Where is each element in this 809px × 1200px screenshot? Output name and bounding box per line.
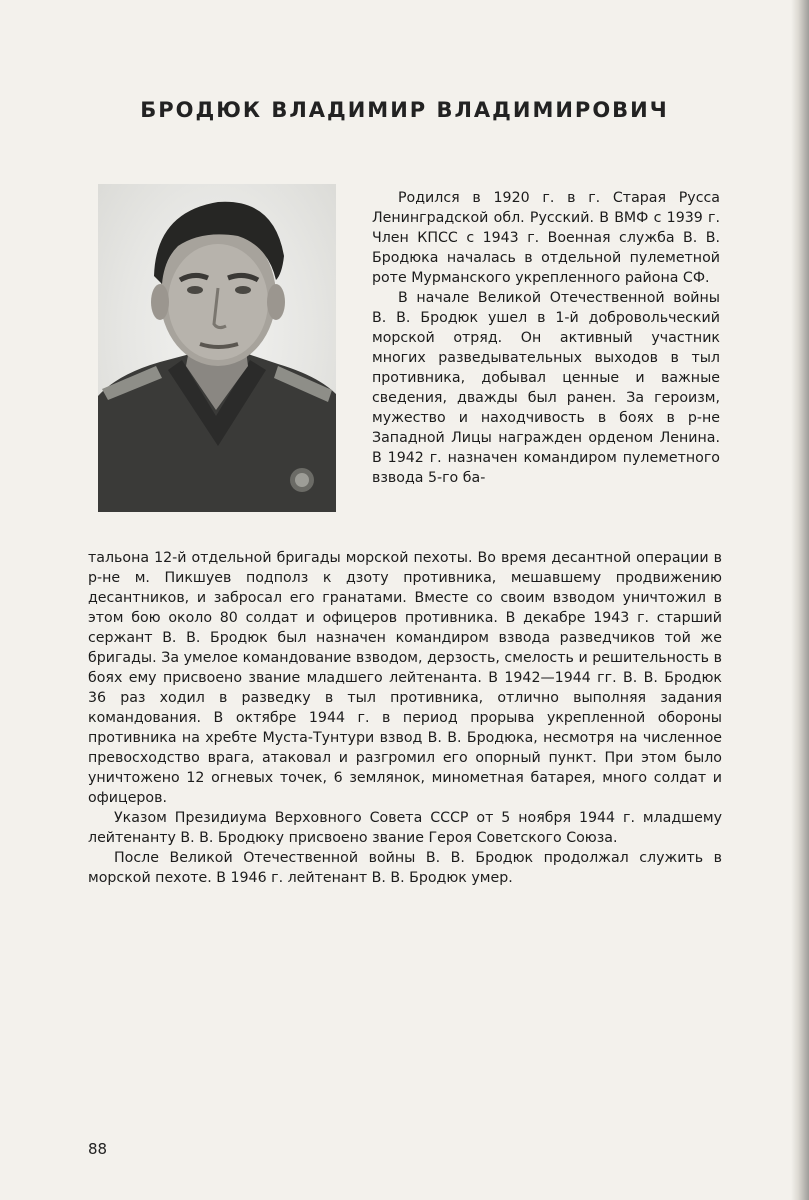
paragraph-war-service: В начале Великой Отечественной войны В. В. Бродюк ушел в 1-й добровольческий морской отряд. Он активный участник многих разведывательных выходов в тыл противника, добывал ценные и важные сведения, дважды был ранен. За героизм, мужество и находчивость в боях в р-не Западной Лицы награжден орденом Ленина. В 1942 г. назначен командиром пулеметного взвода 5-го ба- <box>372 290 720 486</box>
portrait-image <box>98 184 336 512</box>
page-number: 88 <box>88 1140 108 1158</box>
page-title: БРОДЮК ВЛАДИМИР ВЛАДИМИРОВИЧ <box>140 98 669 122</box>
paragraph-hero-title: Указом Президиума Верховного Совета СССР от 5 ноября 1944 г. младшему лейтенанту В. В. Бродюку присвоено звание Героя Советского Союза. <box>88 810 722 846</box>
portrait-photo <box>98 184 336 512</box>
page-edge-shadow <box>791 0 809 1200</box>
biography-intro <box>372 188 720 488</box>
biography-body <box>88 548 722 888</box>
paragraph-continuation: тальона 12-й отдельной бригады морской пехоты. Во время десантной операции в р-не м. Пикшуев подполз к дзоту противника, мешавшему продвижению десантников, и забросал его гранатами. Вместе со своим взводом уничтожил в этом бою около 80 солдат и офицеров противника. В декабре 1943 г. старший сержант В. В. Бродюк был назначен командиром взвода разведчиков той же бригады. За умелое командование взводом, дерзость, смелость и решительность в боях ему присвоено звание младшего лейтенанта. В 1942—1944 гг. В. В. Бродюк 36 раз ходил в разведку в тыл противника, отлично выполняя задания командования. В октябре 1944 г. в период прорыва укрепленной обороны противника на хребте Муста-Тунтури взвод В. В. Бродюка, несмотря на численное превосходство врага, атаковал и разгромил его опорный пункт. При этом было уничтожено 12 огневых точек, 6 землянок, минометная батарея, много солдат и офицеров. <box>88 550 722 806</box>
paragraph-birth: Родился в 1920 г. в г. Старая Русса Ленинградской обл. Русский. В ВМФ с 1939 г. Член КПСС с 1943 г. Военная служба В. В. Бродюка началась в отдельной пулеметной роте Мурманского укрепленного района СФ. <box>372 190 720 286</box>
paragraph-after-war: После Великой Отечественной войны В. В. Бродюк продолжал служить в морской пехоте. В 1946 г. лейтенант В. В. Бродюк умер. <box>88 850 722 886</box>
